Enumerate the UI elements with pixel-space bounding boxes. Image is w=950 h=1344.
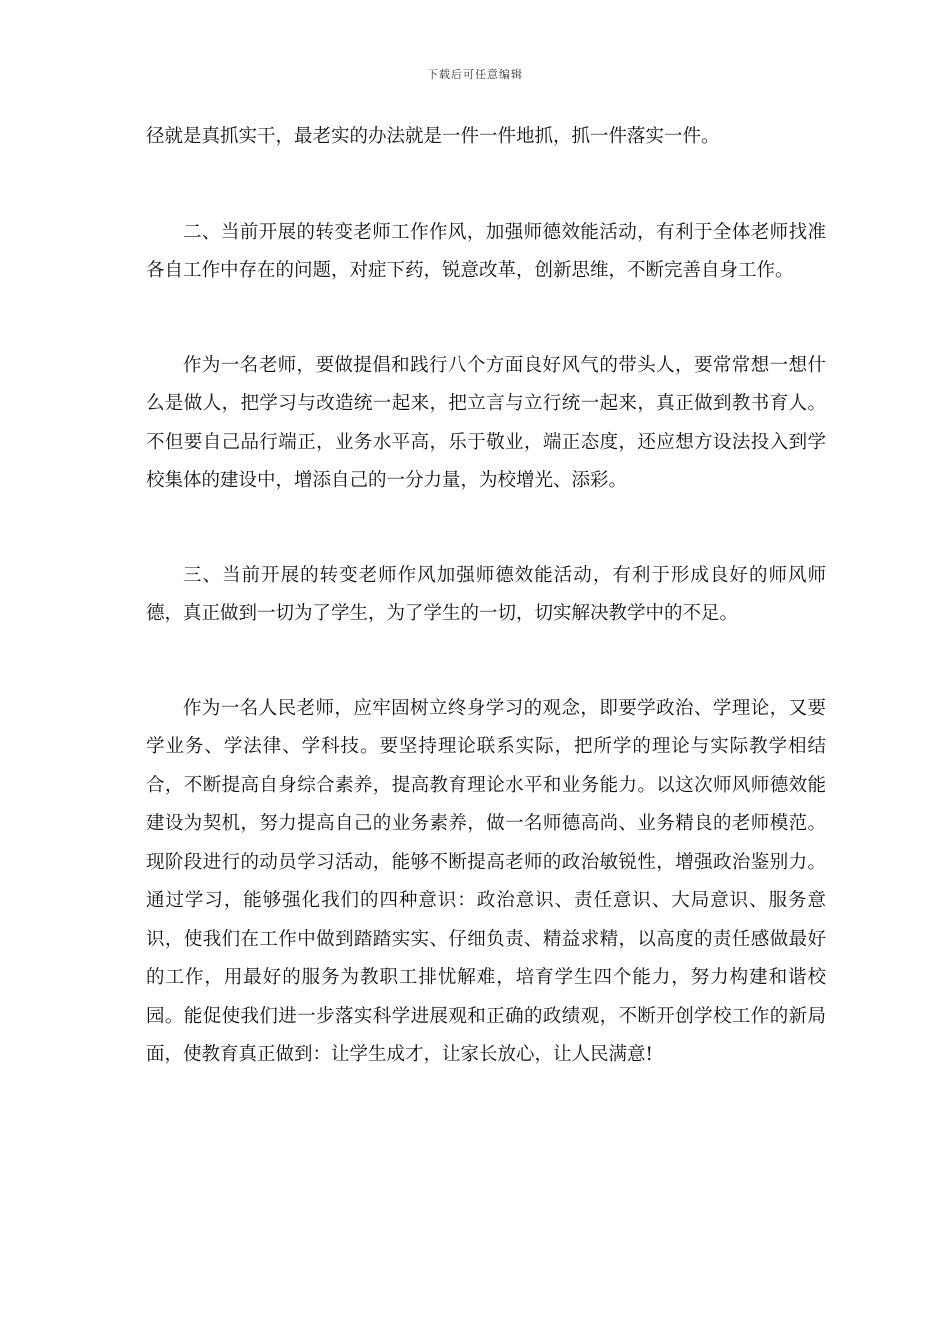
paragraph-4: 三、当前开展的转变老师作风加强师德效能活动，有利于形成良好的师风师德，真正做到一切为了学生，为了学生的一切，切实解决教学中的不足。 [146, 564, 826, 624]
paragraph-2: 二、当前开展的转变老师工作作风，加强师德效能活动，有利于全体老师找准各自工作中存在的问题，对症下药，锐意改革，创新思维，不断完善自身工作。 [146, 221, 826, 281]
paragraph-1: 径就是真抓实干，最老实的办法就是一件一件地抓，抓一件落实一件。 [146, 126, 720, 147]
paragraph-3: 作为一名老师，要做提倡和践行八个方面良好风气的带头人，要常常想一想什么是做人，把学习与改造统一起来，把立言与立行统一起来，真正做到教书育人。不但要自己品行端正，业务水平高，乐于敬业，端正态度，还应想方设法投入到学校集体的建设中，增添自己的一分力量，为校增光、添彩。 [146, 354, 826, 491]
page-header-note: 下载后可任意编辑 [427, 68, 523, 81]
document-body [146, 118, 826, 1075]
paragraph-5: 作为一名人民老师，应牢固树立终身学习的观念，即要学政治、学理论，又要学业务、学法律、学科技。要坚持理论联系实际，把所学的理论与实际教学相结合，不断提高自身综合素养，提高教育理论水平和业务能力。以这次师风师德效能建设为契机，努力提高自己的业务素养，做一名师德高尚、业务精良的老师模范。 现阶段进行的动员学习活动，能够不断提高老师的政治敏锐性，增强政治鉴别力。通过学习，能够强化我们的四种意识：政治意识、责任意识、大局意识、服务意识，使我们在工作中做到踏踏实实、仔细负责、精益求精，以高度的责任感做最好的工作，用最好的服务为教职工排忧解难，培育学生四个能力，努力构建和谐校园。能促使我们进一步落实科学进展观和正确的政绩观，不断开创学校工作的新局面，使教育真正做到：让学生成才，让家长放心，让人民满意! [146, 697, 826, 1065]
